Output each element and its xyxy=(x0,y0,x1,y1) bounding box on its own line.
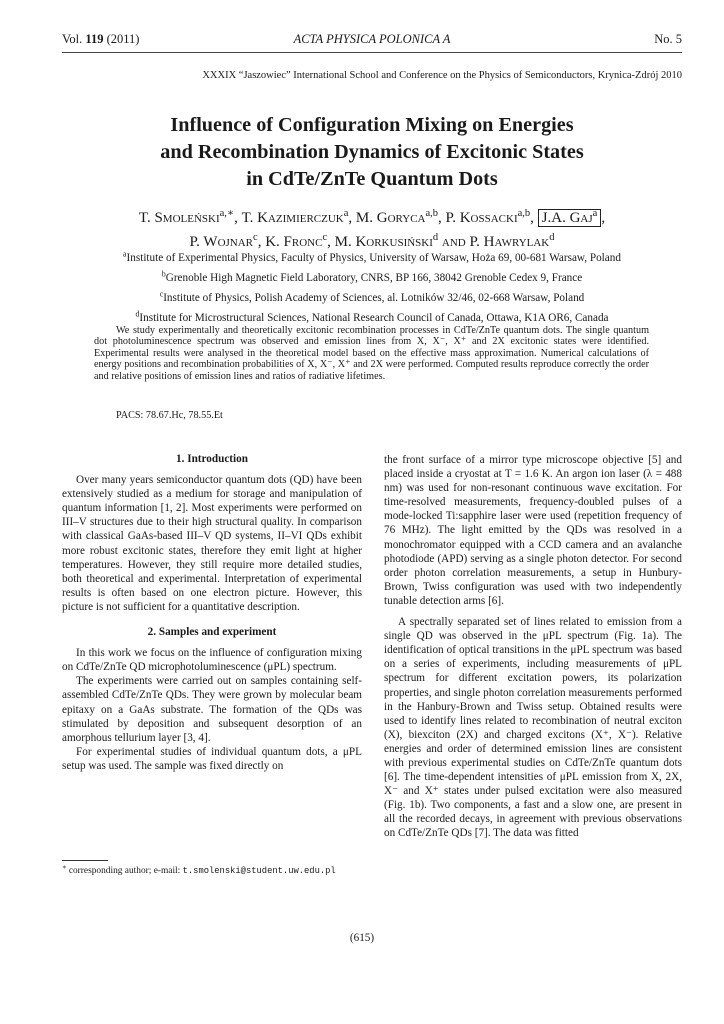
footnote-rule xyxy=(62,860,108,861)
abstract: We study experimentally and theoretically excitonic recombination processes in CdTe/ZnTe quantum dots. The single quantum dot photoluminescence spectrum was observed and emission lines from X, X⁻, X⁺ and 2X excitonic states were identified. Experimental results were analysed in the theoretical model based on the effective mass approximation. Numerical calculations of energy positions and recombination probabilities of X, X⁻, X⁺ and 2X were performed. Computed results reproduce correctly the order and relative positions of emission lines and ratios of radiative lifetimes. xyxy=(94,325,649,382)
section-heading-introduction: 1. Introduction xyxy=(176,453,248,465)
paragraph: Over many years semiconductor quantum dots (QD) have been extensively studied as a medium for storage and manipulation of quantum information [1, 2]. Most experiments were performed on III–V structures due to their high structural quality. In comparison with classical GaAs-based III–V QD systems, II–VI QDs exhibit more robust excitonic states, therefore they emit light at higher temperatures. However, they still require more detailed studies, both theoretical and experimental. Interpretation of experimental results is often based on one electron picture. However, this picture is not sufficient for a quantitative description. xyxy=(62,474,362,613)
author-email: t.smolenski@student.uw.edu.pl xyxy=(182,866,336,876)
paragraph: the front surface of a mirror type microscope objective [5] and placed inside a cryostat at T = 1.6 K. An argon ion laser (λ = 488 nm) was used for non-resonant continuous wave excitation. For time-resolved measurements, frequency-doubled pulses of a mode-locked Ti:sapphire laser were used (repetition frequency of 76 MHz). The light emitted by the QDs was resolved in a monochromator equipped with a CCD camera and an avalanche photodiode (APD) serving as a single photon detector. For second order photon correlation measurements, a setup in Hunbury-Brown, Twiss configuration was used with two independently tunable detection arms [6]. xyxy=(384,454,682,607)
journal-name: ACTA PHYSICA POLONICA A xyxy=(293,32,451,46)
affiliation-a: $^a$Institute of Experimental Physics, Faculty of Physics, University of Warsaw, Hoża 69, 00-681 Warsaw, Poland xyxy=(123,249,621,264)
running-header xyxy=(62,32,682,52)
boxed-author: J.A. Gaj$^a$ xyxy=(538,209,602,227)
volume-info: Vol. 119 (2011) xyxy=(62,32,140,46)
paragraph: In this work we focus on the influence of configuration mixing on CdTe/ZnTe QD microphotoluminescence (μPL) spectrum. xyxy=(62,647,362,674)
pacs-codes: PACS: 78.67.Hc, 78.55.Et xyxy=(116,410,223,421)
paragraph: A spectrally separated set of lines related to emission from a single QD was observed in the μPL spectrum (Fig. 1a). The identification of optical transitions in the μPL spectrum was based on a series of experiments, including measurements of μPL spectrum for different excitation powers, its polarization properties, and single photon correlation measurements performed in the Hanbury-Brown and Twiss setup. Obtained results were used to identify lines related to recombination of neutral exciton (X), biexciton (2X) and charged excitons (X⁺, X⁻). Relative energies and order of determined emission lines are consistent with previous experimental studies on CdTe/ZnTe quantum dots [6]. The time-dependent intensities of μPL emission from X, 2X, X⁻ and X⁺ states under pulsed excitation were also measured (Fig. 1b). Two components, a fast and a slow one, are present in all the recorded decays, in agreement with previous observations on CdTe/ZnTe QDs [7]. The data was fitted xyxy=(384,616,682,840)
affiliation-d: $^d$Institute for Microstructural Sciences, National Research Council of Canada, Ottawa, K1A OR6, Canada xyxy=(135,309,609,324)
affiliation-b: $^b$Grenoble High Magnetic Field Laboratory, CNRS, BP 166, 38042 Grenoble Cedex 9, France xyxy=(161,269,583,284)
right-column xyxy=(384,453,682,841)
paragraph: The experiments were carried out on samples containing self-assembled CdTe/ZnTe QDs. They were grown by molecular beam epitaxy on a GaAs substrate. The formation of the QDs was stimulated by deposition and subsequent desorption of an amorphous tellurium layer [3, 4]. xyxy=(62,675,362,744)
header-rule xyxy=(62,52,682,53)
issue-number: No. 5 xyxy=(654,32,682,46)
conference-line: XXXIX “Jaszowiec” International School and Conference on the Physics of Semiconductors, Krynica-Zdrój 2010 xyxy=(202,70,682,81)
paper-title: Influence of Configuration Mixing on Energies and Recombination Dynamics of Excitonic States in CdTe/ZnTe Quantum Dots xyxy=(160,114,584,190)
author-list: T. Smoleński$^{a,∗}$, T. Kazimierczuk$^a$, M. Goryca$^{a,b}$, P. Kossacki$^{a,b}$, J.A. Gaj$^a$ , P. Wojnar$^c$, K. Fronc$^c$, M. Korkusiński$^d$ and P. Hawrylak$^d$ xyxy=(138,208,606,250)
affiliations xyxy=(62,248,682,328)
footnote: ∗ corresponding author; e-mail: t.smolenski@student.uw.edu.pl xyxy=(62,863,336,876)
affiliation-c: $^c$Institute of Physics, Polish Academy of Sciences, al. Lotników 32/46, 02-668 Warsaw, Poland xyxy=(159,289,585,304)
paragraph: For experimental studies of individual quantum dots, a μPL setup was used. The sample was fixed directly on xyxy=(62,745,362,772)
page-number: (615) xyxy=(349,932,375,944)
section-heading-samples: 2. Samples and experiment xyxy=(147,626,277,639)
left-column xyxy=(62,452,362,773)
